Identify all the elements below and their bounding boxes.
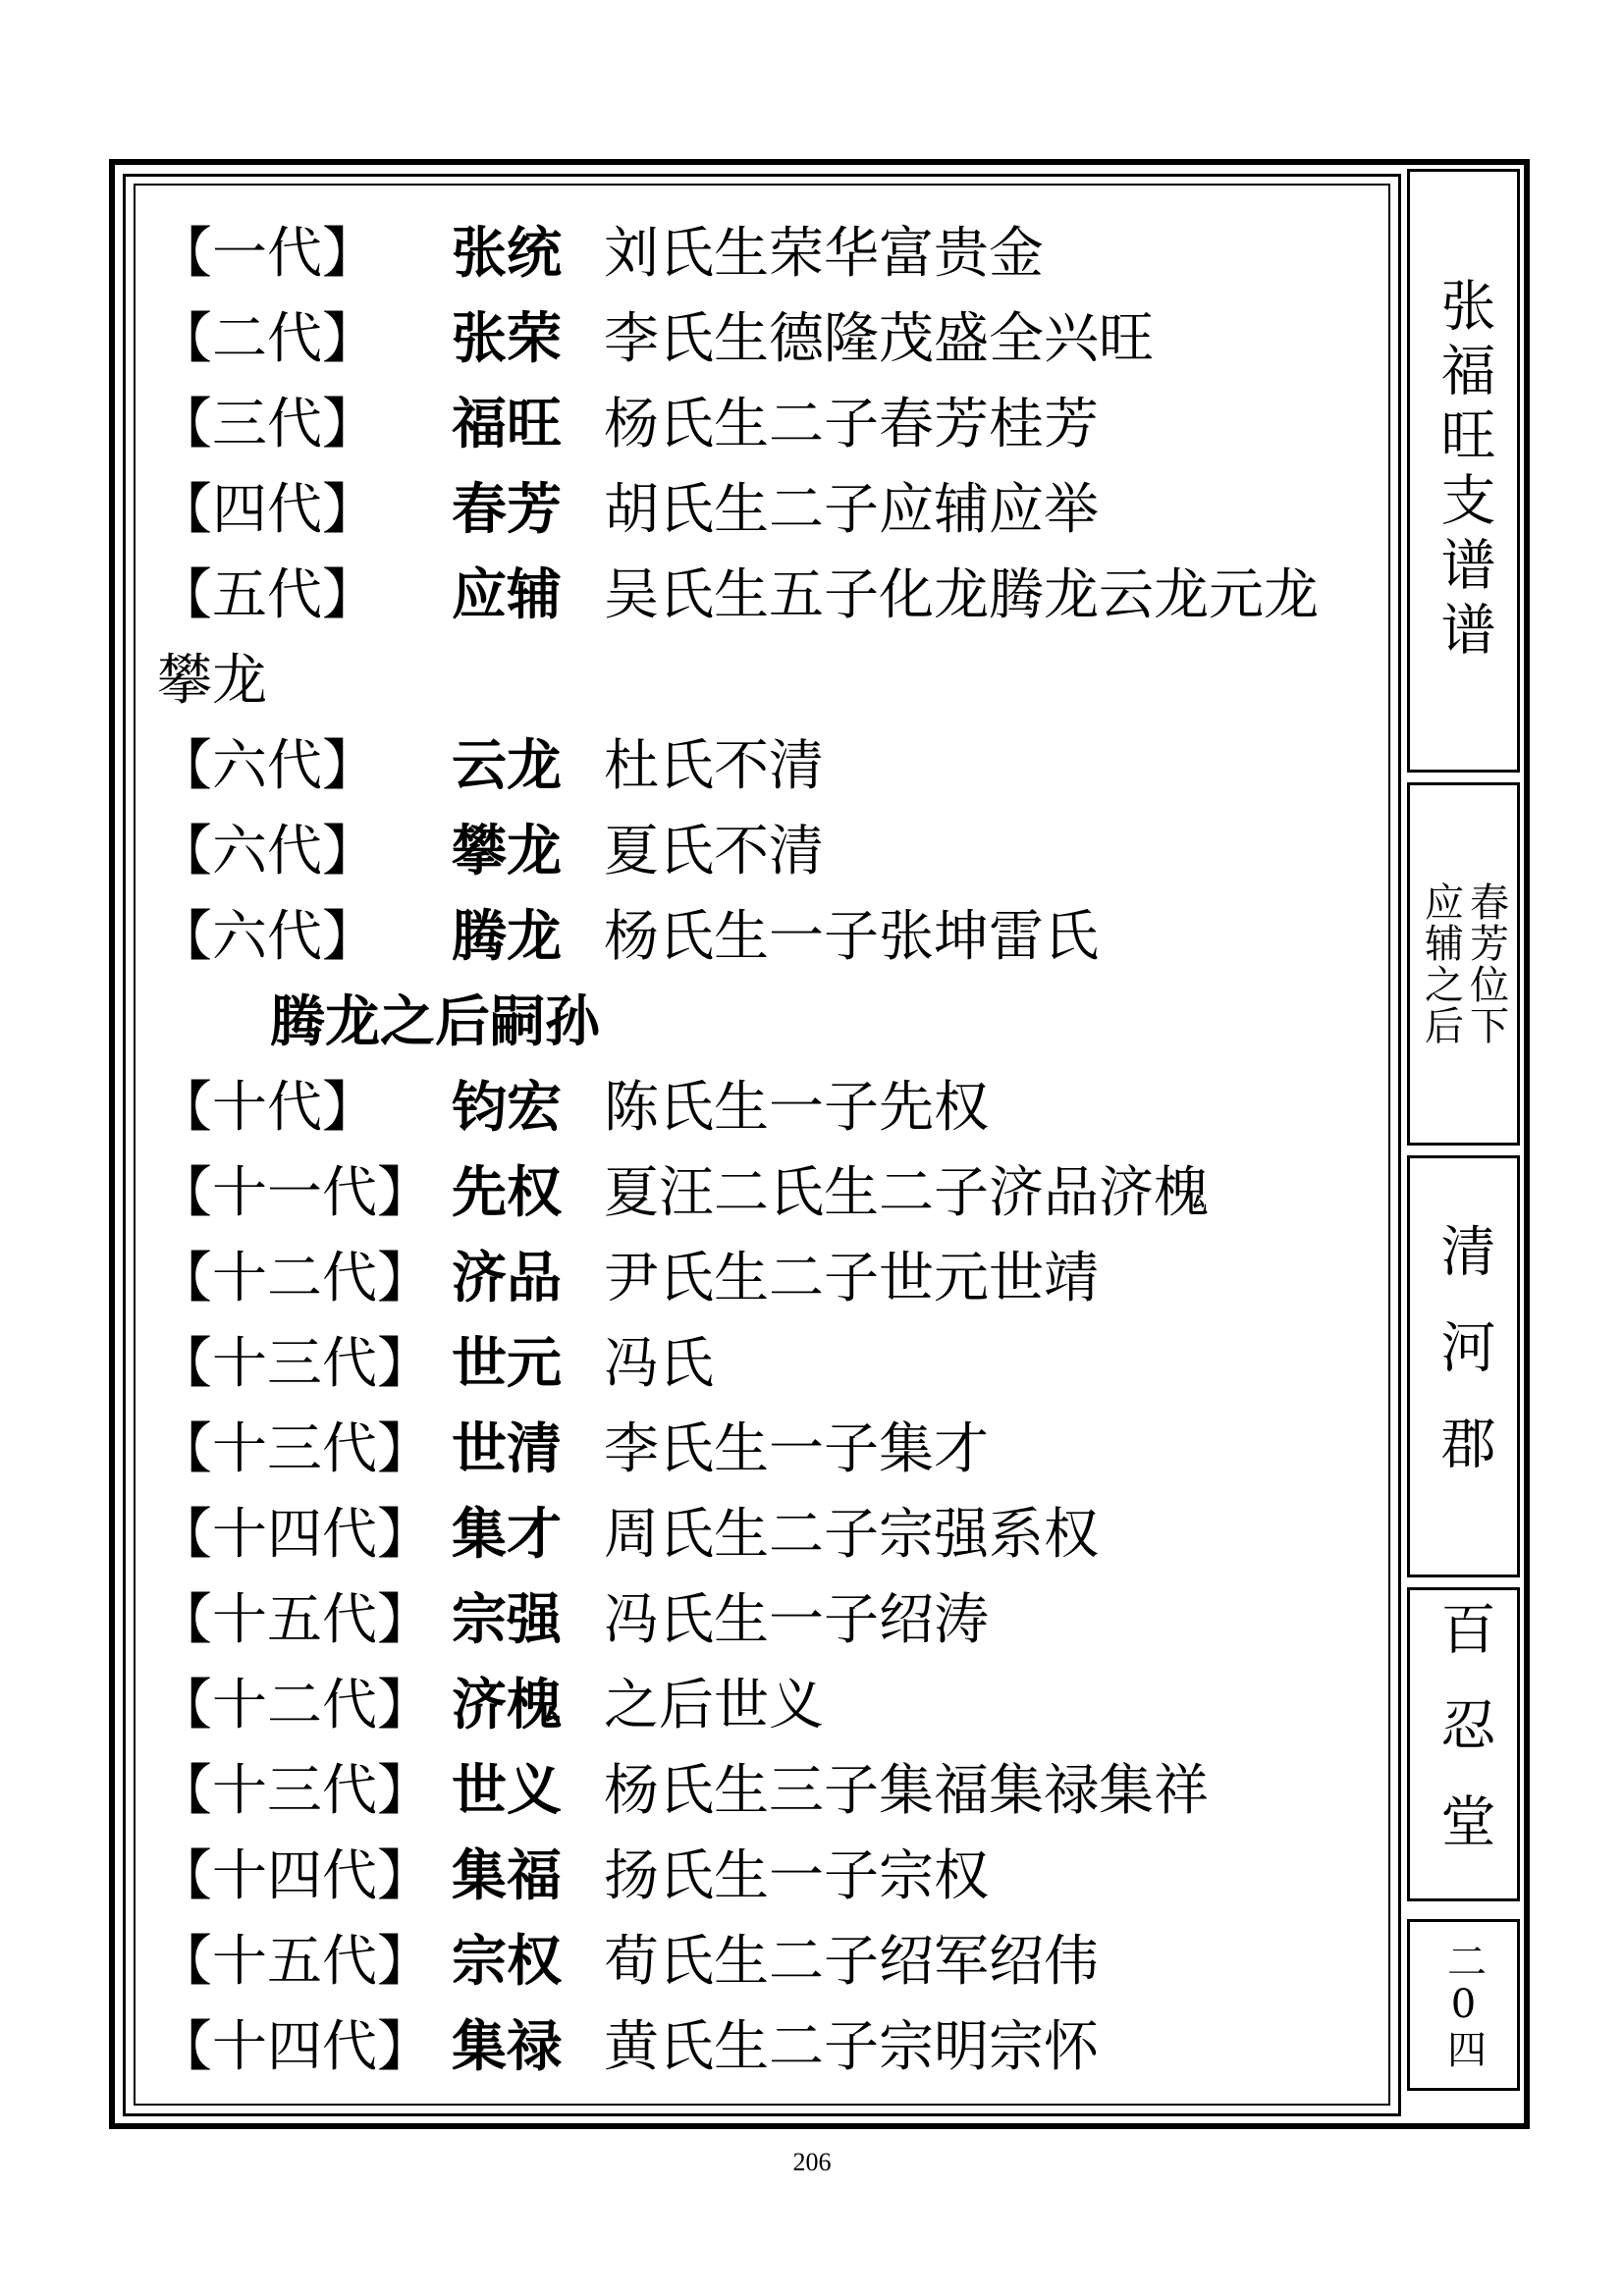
sidebar <box>1407 169 1520 2120</box>
generation-label: 【十四代】 <box>157 1844 432 1908</box>
entry-description: 夏氏不清 <box>604 820 824 883</box>
person-name: 张荣 <box>452 307 562 371</box>
person-name: 宗权 <box>452 1930 562 1994</box>
genealogy-entry <box>157 1834 1375 1919</box>
genealogy-entry <box>157 723 1375 809</box>
entry-description: 扬氏生一子宗权 <box>604 1844 989 1908</box>
person-name: 春芳 <box>452 478 562 542</box>
generation-label: 【二代】 <box>157 307 377 371</box>
entry-description: 黄氏生二子宗明宗怀 <box>604 2015 1099 2079</box>
generation-label: 【十二代】 <box>157 1247 432 1310</box>
person-name: 张统 <box>452 222 562 286</box>
entry-description: 尹氏生二子世元世靖 <box>604 1247 1099 1310</box>
generation-label: 【十代】 <box>157 1076 377 1140</box>
sidebar-page-box <box>1407 1919 1520 2091</box>
person-name: 世义 <box>452 1759 562 1823</box>
genealogy-entry <box>157 1577 1375 1663</box>
generation-label: 【四代】 <box>157 478 377 542</box>
genealogy-entry <box>157 382 1375 467</box>
generation-label: 【十三代】 <box>157 1417 432 1481</box>
generation-label: 【三代】 <box>157 393 377 456</box>
genealogy-entry <box>157 296 1375 382</box>
genealogy-entry <box>157 211 1375 296</box>
entry-continuation: 攀龙 <box>157 649 267 713</box>
entry-description: 夏汪二氏生二子济品济槐 <box>604 1161 1209 1225</box>
generation-label: 【十五代】 <box>157 1930 432 1994</box>
genealogy-entry <box>157 2004 1375 2090</box>
entry-description: 冯氏生一子绍涛 <box>604 1588 989 1652</box>
entry-description: 胡氏生二子应辅应举 <box>604 478 1099 542</box>
sidebar-commandery-box <box>1407 1155 1520 1577</box>
person-name: 攀龙 <box>452 820 562 883</box>
sidebar-commandery: 清河郡 <box>1432 1222 1496 1511</box>
genealogy-entry <box>157 1748 1375 1834</box>
genealogy-entry <box>157 1492 1375 1577</box>
person-name: 钧宏 <box>452 1076 562 1140</box>
person-name: 应辅 <box>452 563 562 627</box>
entry-description: 李氏生德隆茂盛全兴旺 <box>604 307 1154 371</box>
person-name: 腾龙 <box>452 905 562 969</box>
entry-description: 冯氏 <box>604 1332 714 1396</box>
generation-label: 【六代】 <box>157 734 377 798</box>
person-name: 集福 <box>452 1844 562 1908</box>
entry-description: 之后世义 <box>604 1674 824 1737</box>
genealogy-entry <box>157 1919 1375 2004</box>
entry-description: 杨氏生三子集福集禄集祥 <box>604 1759 1209 1823</box>
sidebar-subtitle-box <box>1407 782 1520 1146</box>
generation-label: 【十四代】 <box>157 2015 432 2079</box>
genealogy-entry <box>157 467 1375 553</box>
entry-description: 杨氏生二子春芳桂芳 <box>604 393 1099 456</box>
person-name: 济品 <box>452 1247 562 1310</box>
genealogy-content <box>157 211 1375 2090</box>
person-name: 云龙 <box>452 734 562 798</box>
genealogy-entry <box>157 1321 1375 1407</box>
generation-label: 【六代】 <box>157 820 377 883</box>
generation-label: 【十四代】 <box>157 1503 432 1567</box>
entry-description: 刘氏生荣华富贵金 <box>604 222 1044 286</box>
person-name: 济槐 <box>452 1674 562 1737</box>
sidebar-page-number: 二0四 <box>1440 1940 1487 2070</box>
person-name: 先权 <box>452 1161 562 1225</box>
generation-label: 【十三代】 <box>157 1332 432 1396</box>
person-name: 世元 <box>452 1332 562 1396</box>
sidebar-subtitle-col2: 应辅之后 <box>1418 881 1464 1046</box>
footer-page-number: 206 <box>792 2148 832 2176</box>
person-name: 宗强 <box>452 1588 562 1652</box>
sidebar-title-box <box>1407 169 1520 773</box>
genealogy-entry <box>157 894 1375 980</box>
genealogy-entry <box>157 1150 1375 1236</box>
generation-label: 【十二代】 <box>157 1674 432 1737</box>
genealogy-entry <box>157 1407 1375 1492</box>
genealogy-entry <box>157 1236 1375 1321</box>
sidebar-hall-box <box>1407 1587 1520 1901</box>
entry-description: 周氏生二子宗强系权 <box>604 1503 1099 1567</box>
genealogy-entry <box>157 1663 1375 1748</box>
sidebar-title: 张福旺支谱谱 <box>1432 276 1496 666</box>
person-name: 集禄 <box>452 2015 562 2079</box>
section-heading: 腾龙之后嗣孙 <box>270 990 600 1054</box>
generation-label: 【十五代】 <box>157 1588 432 1652</box>
person-name: 世清 <box>452 1417 562 1481</box>
sidebar-hall-name: 百忍堂 <box>1432 1600 1496 1889</box>
generation-label: 【一代】 <box>157 222 377 286</box>
genealogy-entry <box>157 1065 1375 1150</box>
generation-label: 【十三代】 <box>157 1759 432 1823</box>
entry-description: 陈氏生一子先权 <box>604 1076 989 1140</box>
entry-description: 杜氏不清 <box>604 734 824 798</box>
genealogy-entry <box>157 553 1375 638</box>
person-name: 集才 <box>452 1503 562 1567</box>
entry-description: 杨氏生一子张坤雷氏 <box>604 905 1099 969</box>
entry-description: 荀氏生二子绍军绍伟 <box>604 1930 1099 1994</box>
entry-description: 吴氏生五子化龙腾龙云龙元龙 <box>604 563 1319 627</box>
generation-label: 【十一代】 <box>157 1161 432 1225</box>
generation-label: 【五代】 <box>157 563 377 627</box>
person-name: 福旺 <box>452 393 562 456</box>
generation-label: 【六代】 <box>157 905 377 969</box>
entry-description: 李氏生一子集才 <box>604 1417 989 1481</box>
genealogy-entry <box>157 809 1375 894</box>
sidebar-subtitle-col1: 春芳位下 <box>1463 881 1509 1046</box>
